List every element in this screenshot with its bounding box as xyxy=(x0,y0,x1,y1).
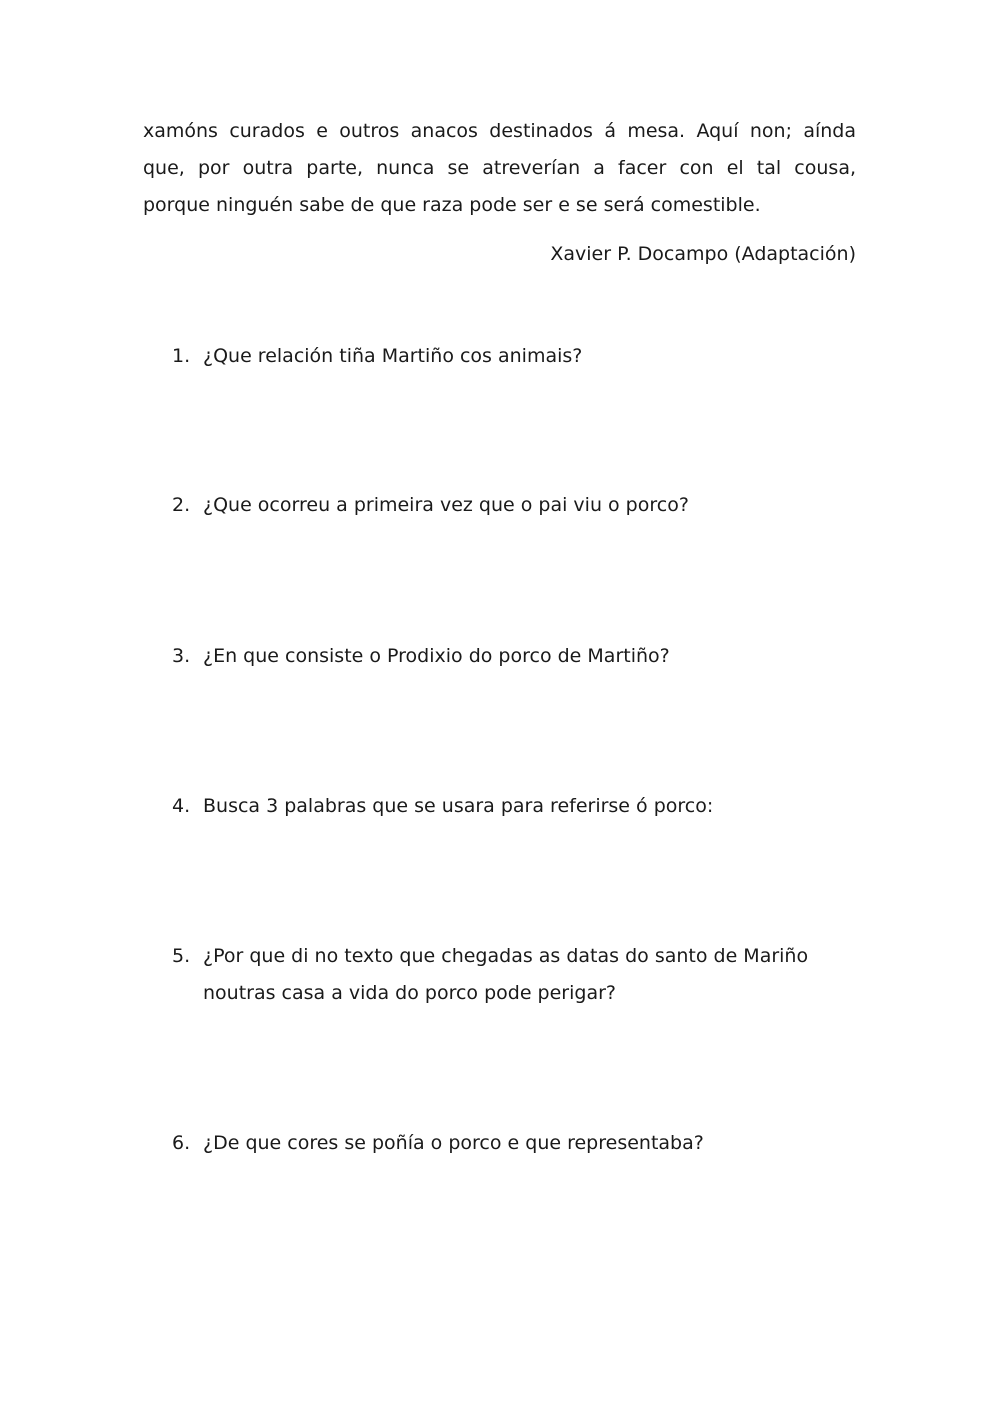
question-text: ¿Por que di no texto que chegadas as datas do santo de Mariño xyxy=(203,945,809,967)
question-2 xyxy=(172,487,872,524)
question-5 xyxy=(172,938,872,1012)
question-number: 2. xyxy=(172,494,191,516)
question-text: ¿En que consiste o Prodixio do porco de Martiño? xyxy=(203,645,670,667)
question-text: ¿De que cores se poñía o porco e que representaba? xyxy=(203,1132,704,1154)
question-number: 3. xyxy=(172,645,191,667)
question-number: 4. xyxy=(172,795,191,817)
passage-line: porque ninguén sabe de que raza pode ser e se será comestible. xyxy=(143,194,761,216)
passage-line: xamóns curados e outros anacos destinados á mesa. Aquí non; aínda xyxy=(143,120,856,142)
question-text: ¿Que relación tiña Martiño cos animais? xyxy=(203,345,583,367)
attribution: Xavier P. Docampo (Adaptación) xyxy=(550,243,856,265)
question-text: ¿Que ocorreu a primeira vez que o pai viu o porco? xyxy=(203,494,689,516)
passage-paragraph xyxy=(143,113,856,224)
question-text: Busca 3 palabras que se usara para referirse ó porco: xyxy=(203,795,714,817)
question-number: 1. xyxy=(172,345,191,367)
passage-line: que, por outra parte, nunca se atreverían a facer con el tal cousa, xyxy=(143,157,856,179)
question-1 xyxy=(172,338,872,375)
question-number: 6. xyxy=(172,1132,191,1154)
question-text-continued: noutras casa a vida do porco pode perigar? xyxy=(203,982,616,1004)
question-6 xyxy=(172,1125,872,1162)
question-number: 5. xyxy=(172,945,191,967)
question-4 xyxy=(172,788,872,825)
question-3 xyxy=(172,638,872,675)
